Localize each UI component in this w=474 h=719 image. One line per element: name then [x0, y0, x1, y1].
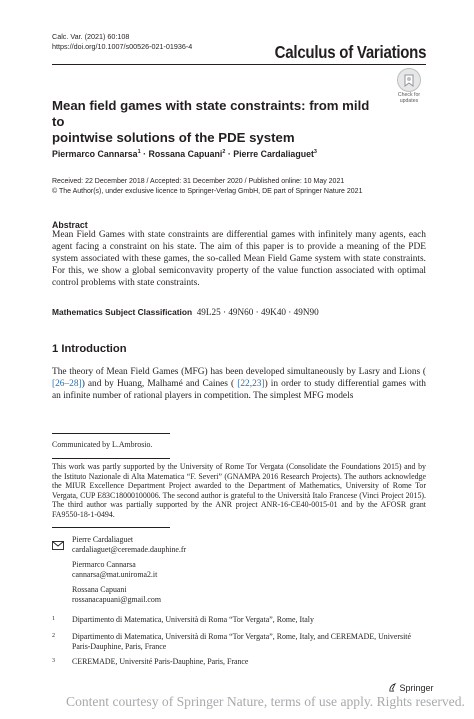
email-link[interactable]: cannarsa@mat.uniroma2.it: [72, 569, 158, 579]
check-for-updates-badge[interactable]: [389, 68, 429, 106]
publisher-name: Springer: [399, 683, 434, 693]
affiliation-text: Dipartimento di Matematica, Università di Roma “Tor Vergata”, Rome, Italy, and CEREMADE, Université Paris-Dauphine, Paris, France: [72, 632, 411, 651]
citation-link[interactable]: [26–28]: [52, 378, 82, 389]
intro-text: The theory of Mean Field Games (MFG) has been developed simultaneously by Lasry and Lions (: [52, 367, 426, 377]
journal-citation: [52, 32, 192, 52]
dates-line: Received: 22 December 2018 / Accepted: 31 December 2020 / Published online: 10 May 2021: [52, 178, 345, 185]
affiliation-number: 3: [52, 658, 55, 664]
msc-label: Mathematics Subject Classification: [52, 307, 193, 317]
title-line-1: Mean field games with state constraints: from mild to: [52, 98, 370, 129]
title-line-2: pointwise solutions of the PDE system: [52, 130, 295, 145]
affiliation-marker: 2: [222, 149, 226, 156]
affiliation-number: 2: [52, 633, 55, 639]
author-name: Pierre Cardaliaguet: [72, 535, 134, 544]
intro-paragraph: [52, 367, 426, 403]
affiliation-marker: 3: [313, 149, 317, 156]
badge-label-line2: updates: [399, 98, 419, 104]
correspondence-entry: [72, 585, 186, 604]
paper-title: [52, 98, 372, 146]
msc-codes: 49L25 · 49N60 · 49K40 · 49N90: [196, 307, 319, 317]
badge-label-line1: Check for: [397, 92, 421, 98]
citation-link[interactable]: [22,23]: [237, 378, 265, 389]
author-separator: ·: [227, 149, 231, 159]
bookmark-icon: [397, 68, 421, 92]
springer-horse-icon: [388, 683, 397, 692]
email-link[interactable]: rossanacapuani@gmail.com: [72, 594, 161, 604]
author-separator: ·: [143, 149, 147, 159]
author-list: [52, 149, 317, 159]
affiliation-number: 1: [52, 616, 55, 622]
section-heading: 1 Introduction: [52, 343, 127, 355]
journal-volume: Calc. Var. (2021) 60:108: [52, 32, 130, 41]
footnote-rule: [52, 527, 170, 528]
footnote-rule: [52, 458, 170, 459]
intro-text: ) in order to study differential games with an infinite number of rational players in competition. The simplest MFG models: [52, 378, 426, 401]
affiliation-text: CEREMADE, Université Paris-Dauphine, Paris, France: [72, 657, 249, 666]
footnote-rule: [52, 433, 170, 434]
affiliation-3: [52, 657, 426, 667]
correspondence-block: [72, 535, 186, 611]
envelope-icon: [52, 537, 66, 547]
doi-link[interactable]: https://doi.org/10.1007/s00526-021-01936-4: [52, 42, 193, 51]
author-name: Rossana Capuani: [72, 585, 127, 595]
communicated-note: Communicated by L.Ambrosio.: [52, 440, 153, 449]
funding-note: This work was partly supported by the University of Rome Tor Vergata (Consolidate the Foundations 2015) and by the Istituto Nazionale di Alta Matematica “F. Severi” (GNAMPA 2016 Research Projects). The authors acknowledge the MIUR Excellence Department Project awarded to the Department of Mathematics, University of Rome Tor Vergata, CUP E83C18000100006. The second author is grateful to the Università Italo Francese (Vinci Project 2015). The third author was partially supported by the ANR project ANR-16-CE40-0015-01 and by the AFOSR grant FA9550-18-1-0494.: [52, 462, 426, 519]
author-name[interactable]: Pierre Cardaliaguet: [233, 149, 314, 159]
affiliation-1: [52, 615, 426, 625]
affiliation-text: Dipartimento di Matematica, Università di Roma “Tor Vergata”, Rome, Italy: [72, 615, 314, 624]
affiliation-marker: 1: [137, 149, 141, 156]
courtesy-watermark: Content courtesy of Springer Nature, terms of use apply. Rights reserved.: [66, 694, 465, 709]
author-name[interactable]: Piermarco Cannarsa: [52, 149, 138, 159]
springer-logo: [388, 683, 434, 693]
abstract-heading: Abstract: [52, 220, 88, 230]
author-name: Piermarco Cannarsa: [72, 560, 136, 570]
copyright-line: © The Author(s), under exclusive licence to Springer-Verlag GmbH, DE part of Springer Nature 2021: [52, 188, 363, 195]
abstract-text: Mean Field Games with state constraints are differential games with infinitely many agents, each agent facing a constraint on his state. The aim of this paper is to provide a meaning of the PDE system associated with these games, the so-called Mean Field Game system with state constraints. For this, we show a global semiconvavity property of the value function associated with optimal control problems with state constraints.: [52, 230, 426, 288]
journal-name: Calculus of Variations: [274, 42, 426, 62]
publication-history: [52, 177, 362, 197]
email-link[interactable]: cardaliaguet@ceremade.dauphine.fr: [72, 544, 187, 554]
author-name[interactable]: Rossana Capuani: [148, 149, 223, 159]
affiliation-2: [52, 632, 426, 651]
msc-line: [52, 307, 319, 317]
correspondence-entry: [72, 535, 186, 554]
header-rule: [52, 64, 426, 65]
correspondence-entry: [72, 560, 186, 579]
intro-text: ) and by Huang, Malhamé and Caines (: [81, 378, 238, 389]
